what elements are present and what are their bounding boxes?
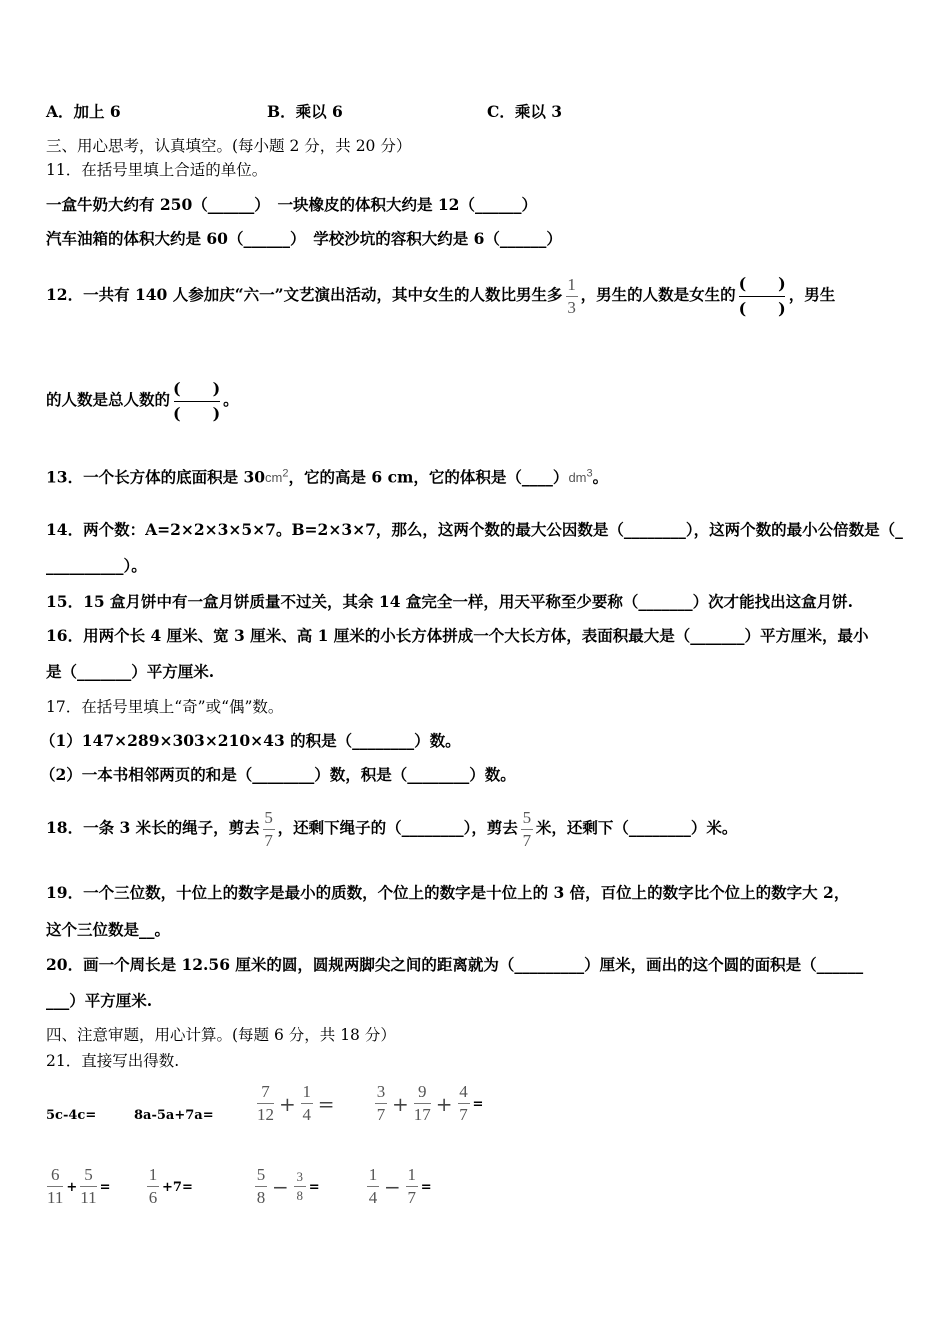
q21-expr-5: $\frac{6}{11}$ + $\frac{5}{11}$ =: [47, 1165, 111, 1207]
q14-line1: 14．两个数：A=2×2×3×5×7。B=2×3×7，那么，这两个数的最大公因数是（________），这两个数的最小公倍数是（_: [46, 520, 903, 539]
q12-blank-fraction-1: ( ) ( ): [738, 273, 786, 318]
q18: 18．一条 3 米长的绳子，剪去 $\frac{5}{7}$ ，还剩下绳子的（________），剪去 $\frac{5}{7}$ 米，还剩下（________）米。: [46, 807, 738, 850]
q21-expr-2: 8a-5a+7a=: [134, 1108, 214, 1123]
q13: 13．一个长方体的底面积是 $30cm^2$，它的高是 6 cm，它的体积是$(\_\_\_\_)dm^3$。: [46, 467, 609, 487]
q19-line2: 这个三位数是__。: [46, 920, 171, 939]
section-4-heading: 四、注意审题，用心计算。(每题 6 分，共 18 分）: [46, 1026, 396, 1044]
q18-fraction-5-7-b: $\frac{5}{7}$: [522, 807, 532, 850]
q12-line1: 12．一共有 140 人参加庆“六一”文艺演出活动，其中女生的人数比男生多 $\frac{1}{3}$ ，男生的人数是女生的 ( ) ( ) ，男生: [46, 273, 836, 318]
q12-fraction-1-3: $\frac{1}{3}$: [567, 274, 576, 317]
option-c: C．乘以 3: [487, 102, 563, 121]
q11-line2: 汽车油箱的体积大约是 60（______） 学校沙坑的容积大约是 6（______）: [46, 229, 562, 248]
q12-line2: 的人数是总人数的 ( ) ( ) 。: [46, 378, 239, 423]
q20-line1: 20．画一个周长是 12.56 厘米的圆，圆规两脚尖之间的距离就为（_________）厘米，画出的这个圆的面积是（______: [46, 955, 864, 974]
q17-part2: （2）一本书相邻两页的和是（________）数，积是（________）数。: [40, 765, 516, 784]
q17-title: 17．在括号里填上“奇”或“偶”数。: [46, 698, 284, 716]
q16-line2: 是（_______）平方厘米.: [46, 662, 215, 681]
q21-expr-3: $\frac{7}{12}$ + $\frac{1}{4}$ =: [257, 1082, 335, 1124]
q21-expr-1: 5c-4c=: [46, 1108, 97, 1123]
q14-line2: __________）。: [46, 556, 147, 575]
q19-line1: 19．一个三位数，十位上的数字是最小的质数，个位上的数字是十位上的 3 倍，百位上的数字比个位上的数字大 2，: [46, 883, 850, 902]
option-b: B．乘以 6: [267, 102, 343, 121]
cm2-unit: $cm^2$: [265, 468, 289, 486]
q21-expr-4: $\frac{3}{7}$ + $\frac{9}{17}$ + $\frac{4}{7}$ =: [376, 1082, 484, 1124]
q15: 15．15 盒月饼中有一盒月饼质量不过关，其余 14 盒完全一样，用天平称至少要称（_______）次才能找出这盒月饼.: [46, 592, 854, 611]
q21-title: 21．直接写出得数.: [46, 1052, 180, 1070]
option-a: A．加上 6: [46, 102, 121, 121]
q18-fraction-5-7-a: $\frac{5}{7}$: [264, 807, 273, 850]
q16-line1: 16．用两个长 4 厘米、宽 3 厘米、高 1 厘米的小长方体拼成一个大长方体，表面积最大是（_______）平方厘米，最小: [46, 626, 869, 645]
q21-expr-7: $\frac{5}{8}$ − $\frac{3}{8}$ =: [256, 1165, 320, 1207]
q12-blank-fraction-2: ( ) ( ): [173, 378, 221, 423]
q17-part1: （1）147×289×303×210×43 的积是（________）数。: [40, 731, 461, 750]
q21-expr-6: $\frac{1}{6}$ +7=: [148, 1165, 193, 1207]
section-3-heading: 三、用心思考，认真填空。(每小题 2 分，共 20 分）: [46, 137, 412, 155]
q20-line2: ___）平方厘米.: [46, 991, 153, 1010]
q11-title: 11．在括号里填上合适的单位。: [46, 161, 268, 179]
q21-expr-8: $\frac{1}{4}$ − $\frac{1}{7}$ =: [368, 1165, 432, 1207]
dm3-unit: $dm^3$: [568, 468, 593, 486]
q11-line1: 一盒牛奶大约有 250（______） 一块橡皮的体积大约是 12（______）: [46, 195, 537, 214]
